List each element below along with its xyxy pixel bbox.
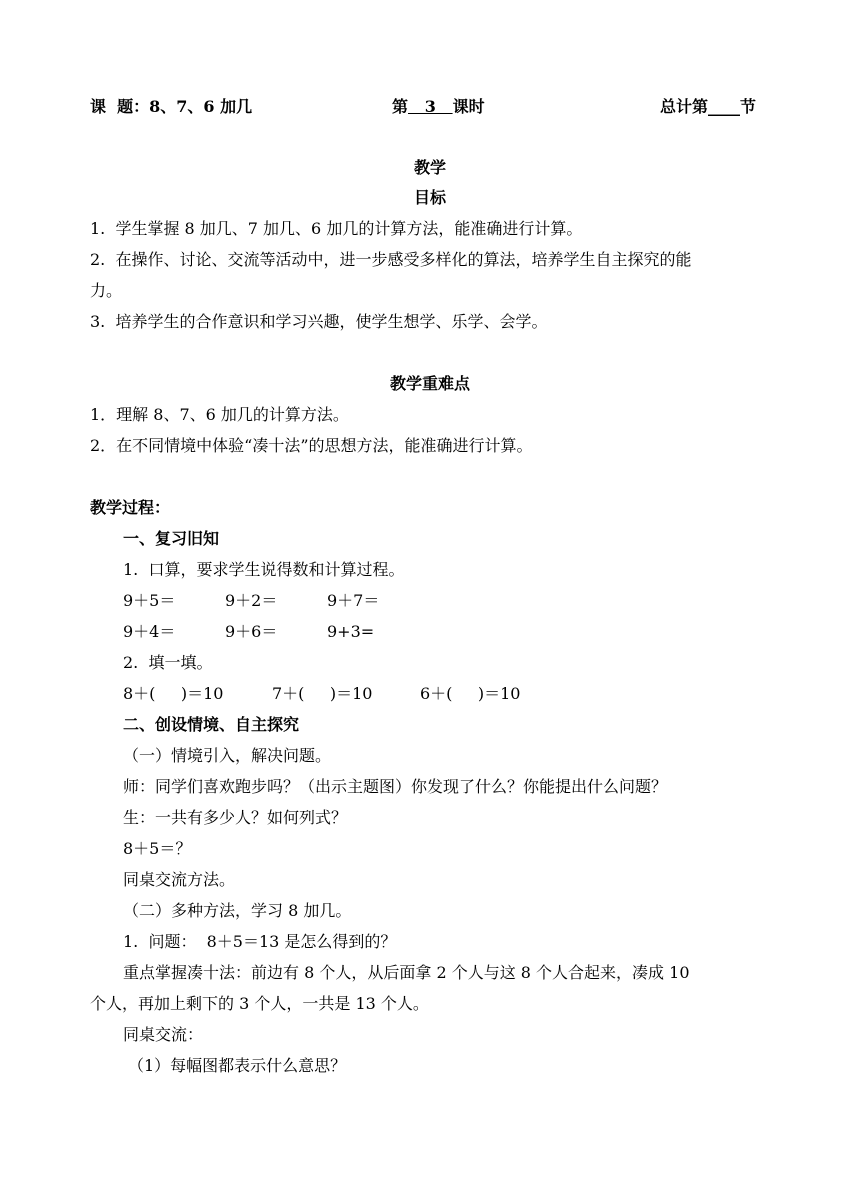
- section-2-title: 二、创设情境、自主探究: [123, 715, 300, 734]
- lesson-total: 总计第____节: [660, 97, 757, 116]
- goals-title-2: 目标: [413, 188, 446, 207]
- para-4: 8＋5＝？: [123, 839, 192, 858]
- para-9: 同桌交流：: [123, 1025, 204, 1044]
- lesson-topic: 课 题：8、7、6 加几: [90, 97, 253, 116]
- para-10: （1）每幅图都表示什么意思？: [128, 1056, 347, 1075]
- goal-2b: 力。: [90, 281, 123, 300]
- para-1: （一）情境引入，解决问题。: [123, 746, 332, 765]
- lesson-prefix: 第: [392, 97, 409, 116]
- calc-row2-c: 9+3=: [327, 622, 375, 641]
- lesson-number: [392, 96, 485, 118]
- para-8a: 重点掌握凑十法：前边有 8 个人，从后面拿 2 个人与这 8 个人合起来，凑成 10: [123, 963, 690, 982]
- calc-row1-a: 9＋5＝: [123, 591, 176, 610]
- para-8b: 个人，再加上剩下的 3 个人，一共是 13 个人。: [90, 994, 429, 1013]
- keypoints-title: 教学重难点: [389, 374, 470, 393]
- para-6: （二）多种方法，学习 8 加几。: [123, 901, 352, 920]
- section-1-title: 一、复习旧知: [123, 529, 220, 548]
- calc-row1-c: 9＋7＝: [327, 591, 380, 610]
- calc-row2-a: 9＋4＝: [123, 622, 176, 641]
- goals-title-1: 教学: [413, 158, 446, 177]
- lesson-suffix: 课时: [452, 97, 485, 116]
- keypoint-2: 2．在不同情境中体验“凑十法”的思想方法，能准确进行计算。: [90, 436, 533, 455]
- process-title: 教学过程：: [90, 498, 171, 517]
- fill-a: 8＋( )＝10: [123, 684, 224, 703]
- lesson-num: 3: [408, 97, 453, 116]
- para-3: 生：一共有多少人？如何列式？: [123, 808, 348, 827]
- para-5: 同桌交流方法。: [123, 870, 236, 889]
- keypoint-1: 1．理解 8、7、6 加几的计算方法。: [90, 405, 349, 424]
- goal-1: 1. 学生掌握 8 加几、7 加几、6 加几的计算方法，能准确进行计算。: [90, 219, 583, 238]
- para-7: 1. 问题： 8＋5＝13 是怎么得到的？: [123, 932, 397, 951]
- goal-3: 3. 培养学生的合作意识和学习兴趣，使学生想学、乐学、会学。: [90, 312, 548, 331]
- calc-row2-b: 9＋6＝: [225, 622, 278, 641]
- para-2: 师：同学们喜欢跑步吗？（出示主题图）你发现了什么？你能提出什么问题？: [123, 777, 668, 796]
- review-item-1: 1. 口算，要求学生说得数和计算过程。: [123, 560, 405, 579]
- calc-row1-b: 9＋2＝: [225, 591, 278, 610]
- review-item-2: 2. 填一填。: [123, 653, 213, 672]
- fill-c: 6＋( )＝10: [420, 684, 521, 703]
- goal-2a: 2. 在操作、讨论、交流等活动中，进一步感受多样化的算法，培养学生自主探究的能: [90, 250, 692, 269]
- fill-b: 7＋( )＝10: [272, 684, 373, 703]
